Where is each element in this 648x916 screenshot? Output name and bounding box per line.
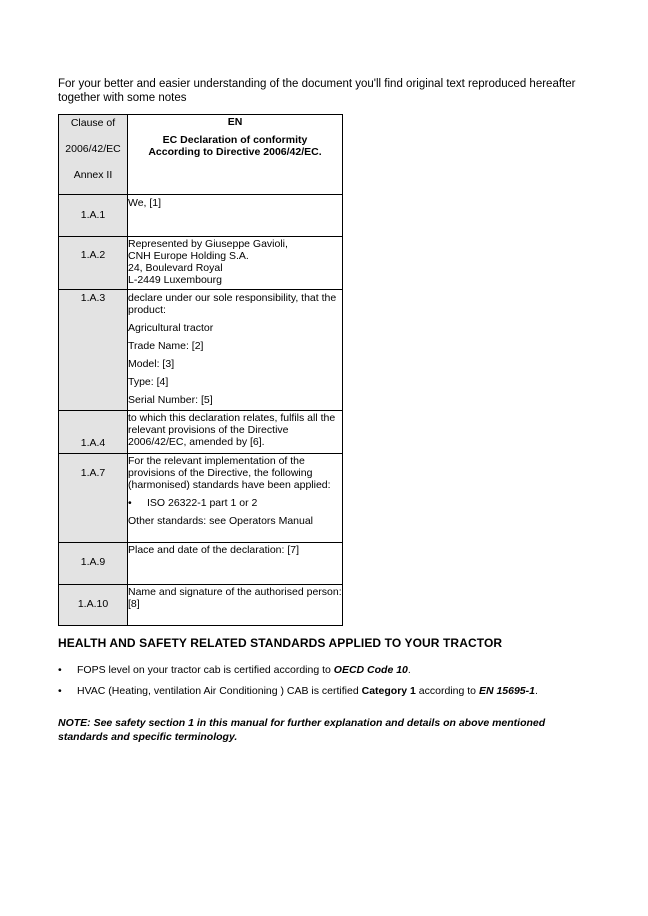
clause-number: 1.A.7: [80, 467, 106, 479]
text-cell: [128, 454, 343, 543]
list-item: [58, 685, 618, 698]
text-cell: [128, 290, 343, 411]
table-row: [59, 195, 343, 237]
clause-number: 1.A.4: [80, 437, 106, 449]
standards-list: [58, 664, 618, 706]
list-item: [128, 497, 342, 509]
table-row: [59, 543, 343, 585]
intro-text: For your better and easier understanding of the document you'll find original text reproduced hereafter together with some notes: [58, 78, 576, 104]
row-text: Name and signature of the authorised person: [8]: [128, 586, 342, 610]
item-text: HVAC (Heating, ventilation Air Conditioning ) CAB is certified: [77, 685, 362, 697]
item-strong: Category 1: [361, 685, 416, 697]
text-cell: [128, 585, 343, 626]
declaration-table: [58, 114, 343, 626]
clause-number: 1.A.10: [77, 598, 109, 610]
row-line: Represented by Giuseppe Gavioli,: [128, 238, 288, 250]
clause-header-line-3: Annex II: [73, 169, 113, 181]
row-line: L-2449 Luxembourg: [128, 274, 222, 286]
clause-number: 1.A.1: [80, 209, 106, 221]
row-text: For the relevant implementation of the provisions of the Directive, the following (harmonised) standards have been applied:: [128, 455, 331, 491]
row-text: Place and date of the declaration: [7]: [128, 544, 300, 556]
text-cell: [128, 411, 343, 454]
clause-header: [59, 115, 128, 195]
table-row: [59, 454, 343, 543]
row-text: to which this declaration relates, fulfils all the relevant provisions of the Directive 2006/42/EC, amended by [6].: [128, 412, 336, 448]
text-cell: [128, 195, 343, 237]
item-text: .: [407, 664, 411, 676]
bullet-icon: •: [58, 664, 62, 676]
clause-cell: [59, 195, 128, 237]
clause-header-line-2: 2006/42/EC: [65, 143, 121, 155]
lang-label: EN: [227, 116, 243, 128]
declaration-subtitle: According to Directive 2006/42/EC.: [148, 146, 322, 158]
row-para: declare under our sole responsibility, that the product:: [128, 292, 337, 316]
table-header-row: [59, 115, 343, 195]
row-para: Type: [4]: [128, 376, 169, 388]
clause-cell: [59, 454, 128, 543]
table-row: [59, 585, 343, 626]
declaration-title: EC Declaration of conformity: [162, 134, 308, 146]
clause-number: 1.A.9: [80, 556, 106, 568]
item-emphasis: OECD Code 10: [333, 664, 408, 676]
item-emphasis: EN 15695-1: [478, 685, 535, 697]
clause-cell: [59, 543, 128, 585]
clause-number: 1.A.3: [80, 292, 106, 304]
list-item: [58, 664, 618, 677]
text-cell: [128, 237, 343, 290]
note-text: NOTE: See safety section 1 in this manual for further explanation and details on above mentioned standards and specific terminology.: [58, 717, 546, 743]
row-para: Trade Name: [2]: [128, 340, 204, 352]
item-text: FOPS level on your tractor cab is certified according to: [77, 664, 334, 676]
bullet-icon: •: [58, 685, 62, 697]
row-text: We, [1]: [128, 197, 162, 209]
text-cell: [128, 543, 343, 585]
item-text: according to: [415, 685, 479, 697]
lang-header: [128, 115, 343, 195]
row-para: Agricultural tractor: [128, 322, 214, 334]
clause-number: 1.A.2: [80, 249, 106, 261]
table-row: [59, 290, 343, 411]
row-line: CNH Europe Holding S.A.: [128, 250, 249, 262]
row-para: Serial Number: [5]: [128, 394, 213, 406]
clause-cell: [59, 237, 128, 290]
table-row: [59, 411, 343, 454]
clause-header-line-1: Clause of: [70, 117, 116, 129]
item-text: .: [534, 685, 538, 697]
clause-cell: [59, 585, 128, 626]
clause-cell: [59, 411, 128, 454]
bullet-icon: •: [128, 497, 132, 509]
table-row: [59, 237, 343, 290]
row-text: Other standards: see Operators Manual: [128, 515, 314, 527]
row-para: Model: [3]: [128, 358, 175, 370]
section-heading: HEALTH AND SAFETY RELATED STANDARDS APPLIED TO YOUR TRACTOR: [58, 636, 503, 650]
clause-cell: [59, 290, 128, 411]
bullet-text: ISO 26322-1 part 1 or 2: [147, 497, 258, 509]
row-line: 24, Boulevard Royal: [128, 262, 223, 274]
